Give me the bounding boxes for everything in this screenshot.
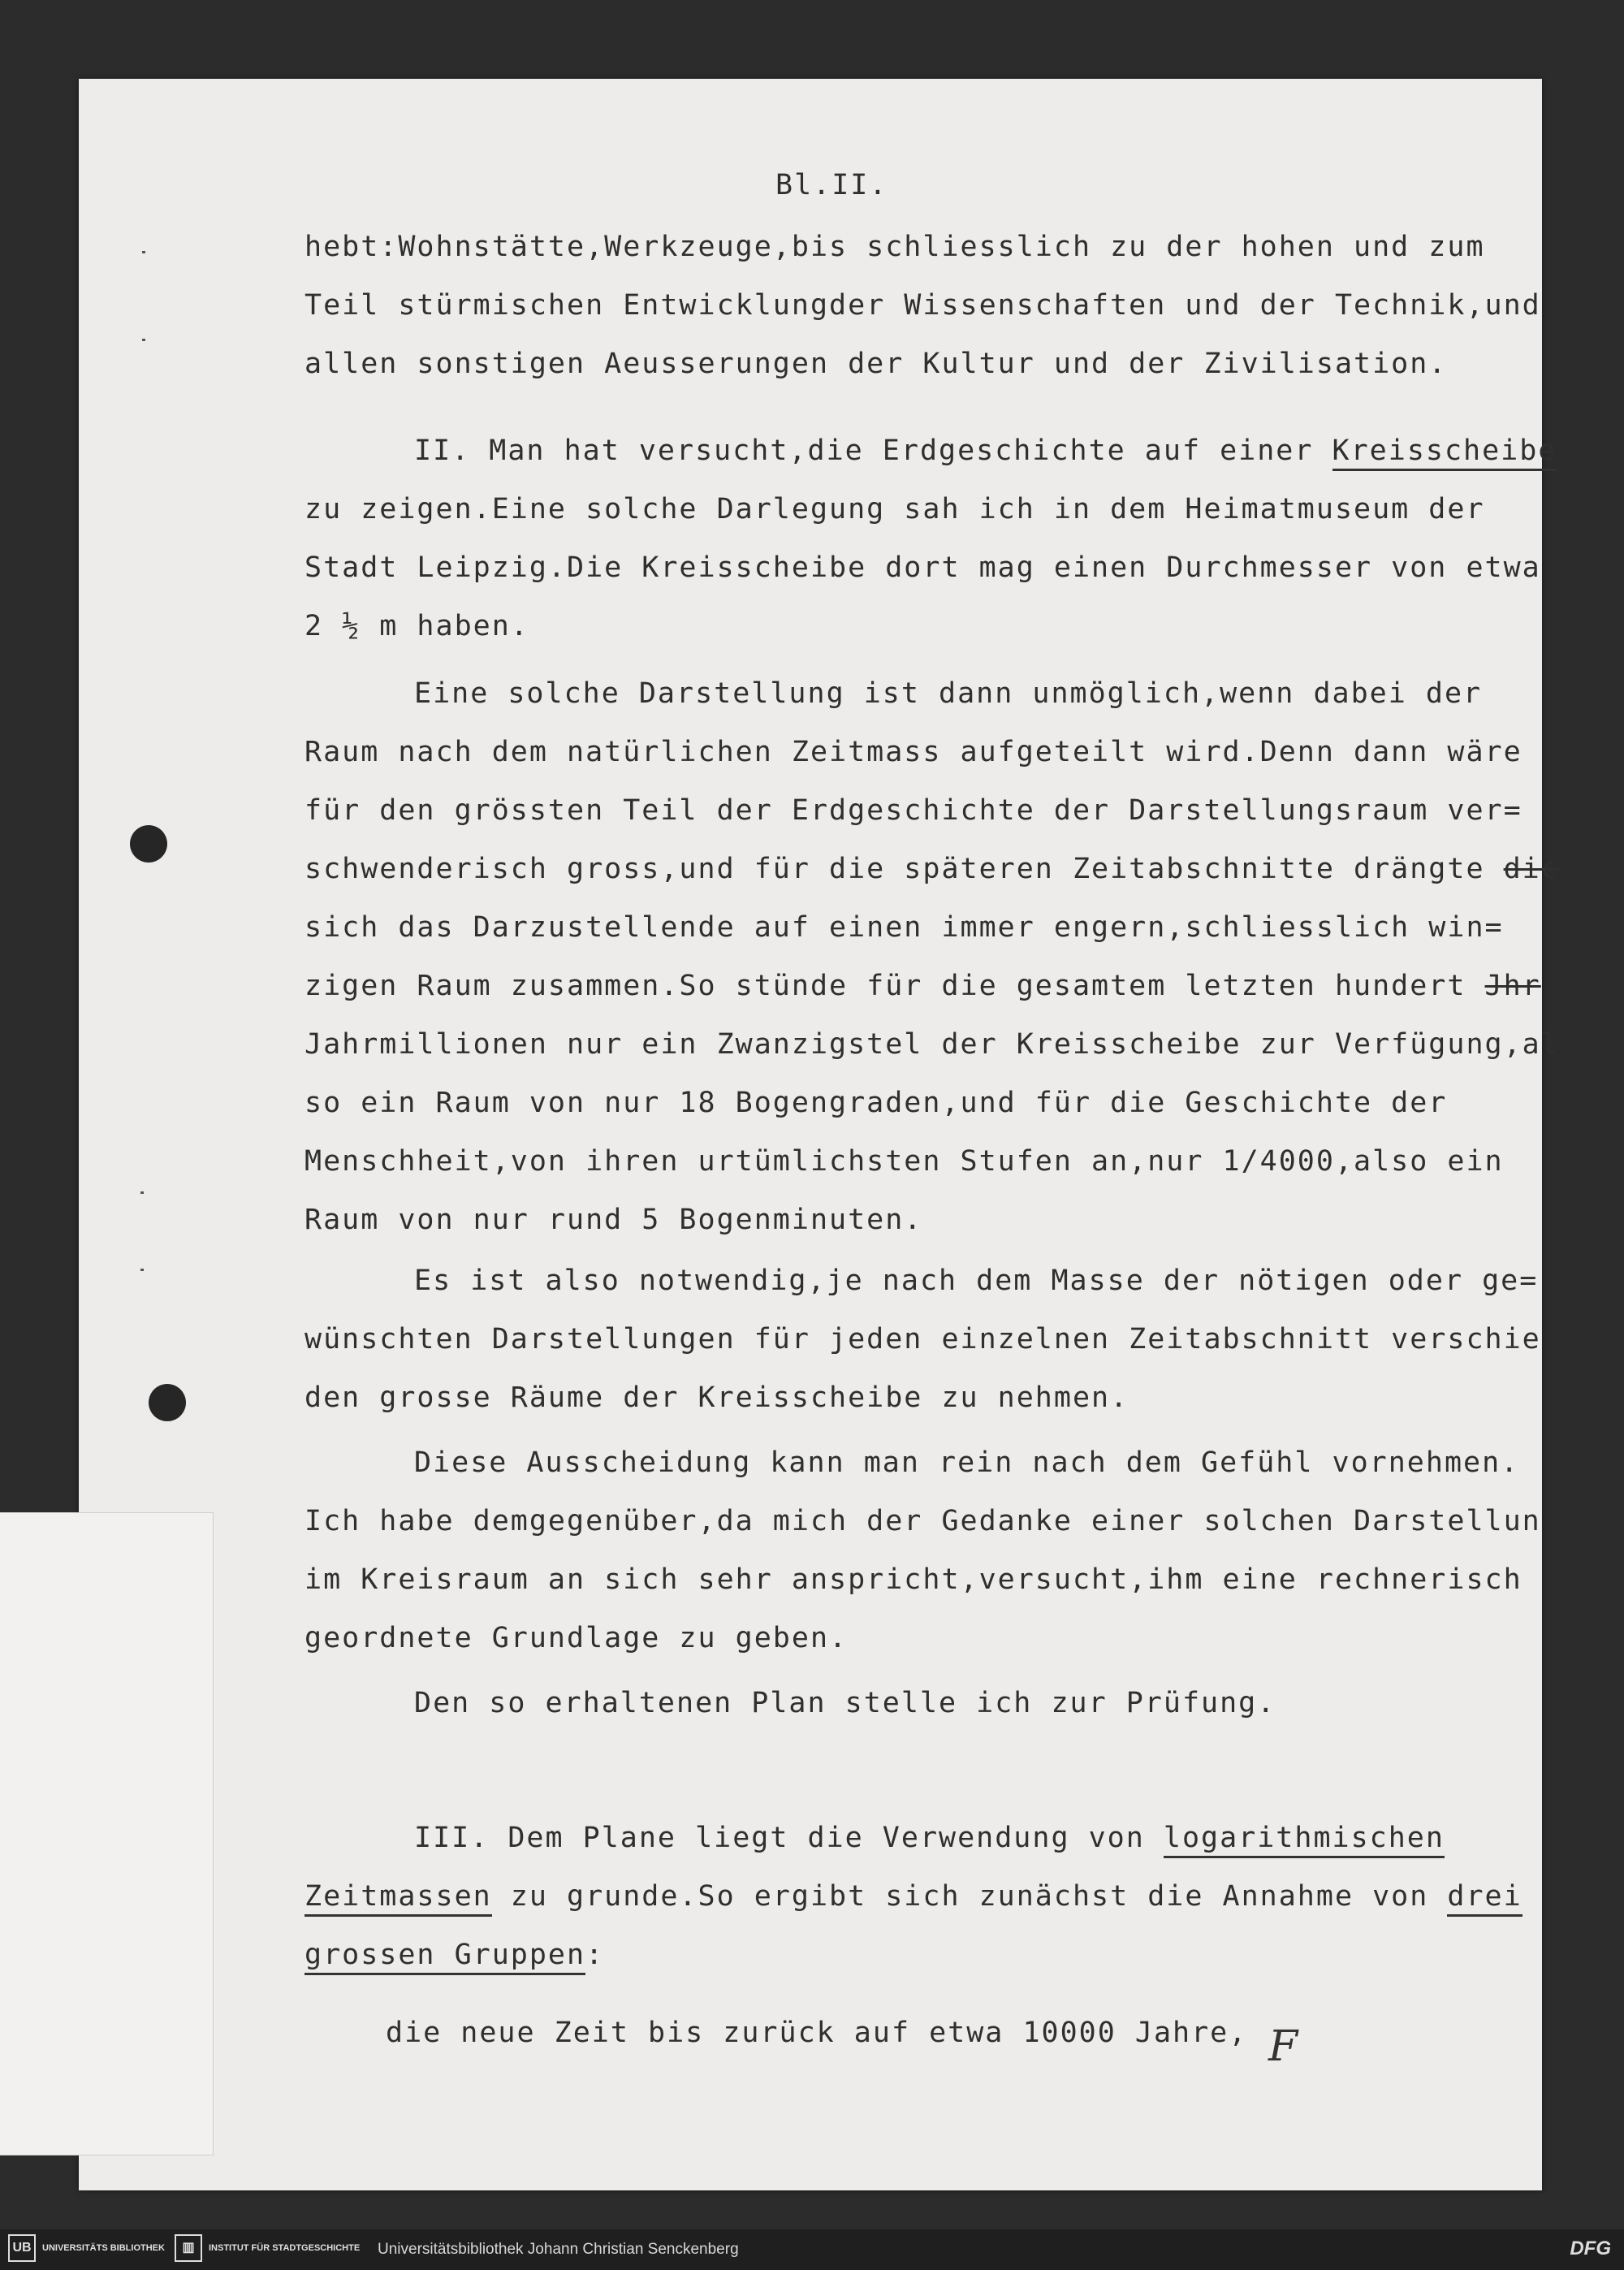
- text-line: Raum nach dem natürlichen Zeitmass aufgeteilt wird.Denn dann wäre: [304, 736, 1522, 768]
- text-line: 2 ½ m haben.: [304, 610, 529, 642]
- margin-mark: [140, 1269, 144, 1271]
- text-line: die neue Zeit bis zurück auf etwa 10000 Jahre,: [386, 2017, 1248, 2049]
- text-line: so ein Raum von nur 18 Bogengraden,und für die Geschichte der: [304, 1087, 1448, 1119]
- building-icon: ▥: [175, 2234, 202, 2262]
- text-line: hebt:Wohnstätte,Werkzeuge,bis schliesslich zu der hohen und zum: [304, 231, 1485, 263]
- punch-hole-lower: [149, 1384, 186, 1421]
- underlined-word: Kreisscheibe: [1332, 435, 1557, 471]
- ub-logo-icon: UB: [8, 2234, 36, 2262]
- text-line: Eine solche Darstellung ist dann unmöglich,wenn dabei der: [414, 677, 1483, 710]
- dfg-logo: DFG: [1570, 2238, 1611, 2259]
- punch-hole-upper: [130, 825, 167, 863]
- text-line: sich das Darzustellende auf einen immer engern,schliesslich win=: [304, 911, 1504, 944]
- text-segment: :: [585, 1939, 605, 1971]
- library-credit: Universitätsbibliothek Johann Christian Senckenberg: [378, 2241, 739, 2258]
- text-line: den grosse Räume der Kreisscheibe zu nehmen.: [304, 1381, 1129, 1414]
- ub-logo: [8, 2234, 165, 2262]
- text-line: [414, 433, 1557, 469]
- text-line: allen sonstigen Aeusserungen der Kultur und der Zivilisation.: [304, 348, 1448, 380]
- text-line: zu zeigen.Eine solche Darlegung sah ich in dem Heimatmuseum der: [304, 493, 1485, 525]
- text-line: wünschten Darstellungen für jeden einzelnen Zeitabschnitt verschie: [304, 1323, 1541, 1356]
- text-line: [304, 1879, 1522, 1914]
- institut-logo: [175, 2234, 360, 2262]
- ub-logo-text: UNIVERSITÄTS BIBLIOTHEK: [42, 2243, 165, 2253]
- text-segment: zu grunde.So ergibt sich zunächst die Annahme von: [491, 1880, 1448, 1913]
- text-line: geordnete Grundlage zu geben.: [304, 1622, 849, 1654]
- handwritten-correction: F: [1268, 2022, 1298, 2071]
- strikeout: dic: [1503, 853, 1560, 885]
- text-line: [304, 968, 1541, 1004]
- text-line: Den so erhaltenen Plan stelle ich zur Prüfung.: [414, 1687, 1276, 1719]
- text-line: Stadt Leipzig.Die Kreisscheibe dort mag einen Durchmesser von etwa: [304, 551, 1541, 584]
- text-line: Diese Ausscheidung kann man rein nach dem Gefühl vornehmen.: [414, 1446, 1520, 1479]
- text-line: Raum von nur rund 5 Bogenminuten.: [304, 1204, 923, 1236]
- text-line: [304, 1937, 604, 1973]
- document-page: [79, 79, 1542, 2190]
- underlined-word: drei: [1447, 1880, 1522, 1917]
- underlined-word: Zeitmassen: [304, 1880, 492, 1917]
- text-line: [304, 851, 1560, 887]
- text-line: Menschheit,von ihren urtümlichsten Stufen an,nur 1/4000,also ein: [304, 1145, 1504, 1178]
- text-segment: schwenderisch gross,und für die späteren Zeitabschnitte drängte: [304, 853, 1504, 885]
- sheet-number: Bl.II.: [775, 169, 888, 201]
- text-line: für den grössten Teil der Erdgeschichte der Darstellungsraum ver=: [304, 794, 1522, 827]
- underlined-word: logarithmischen: [1164, 1822, 1445, 1858]
- text-line: Es ist also notwendig,je nach dem Masse der nötigen oder ge=: [414, 1265, 1539, 1297]
- margin-mark: [140, 1191, 144, 1194]
- text-segment: II. Man hat versucht,die Erdgeschichte auf einer: [414, 435, 1332, 467]
- paper-tab: [0, 1512, 214, 2155]
- text-line: Teil stürmischen Entwicklungder Wissenschaften und der Technik,und: [304, 289, 1541, 322]
- text-line: Ich habe demgegenüber,da mich der Gedanke einer solchen Darstellun: [304, 1505, 1541, 1537]
- margin-mark: [142, 339, 145, 341]
- text-segment: zigen Raum zusammen.So stünde für die gesamtem letzten hundert: [304, 970, 1485, 1002]
- institut-logo-text: INSTITUT FÜR STADTGESCHICHTE: [209, 2243, 361, 2253]
- text-line: im Kreisraum an sich sehr anspricht,versucht,ihm eine rechnerisch: [304, 1563, 1522, 1596]
- text-line: Jahrmillionen nur ein Zwanzigstel der Kreisscheibe zur Verfügung,al: [304, 1028, 1560, 1061]
- underlined-word: grossen Gruppen: [304, 1939, 585, 1975]
- footer-bar: [0, 2229, 1624, 2270]
- margin-mark: [142, 251, 145, 253]
- text-line: [414, 1820, 1445, 1856]
- text-segment: III. Dem Plane liegt die Verwendung von: [414, 1822, 1164, 1854]
- strikeout: Jhr: [1484, 970, 1541, 1002]
